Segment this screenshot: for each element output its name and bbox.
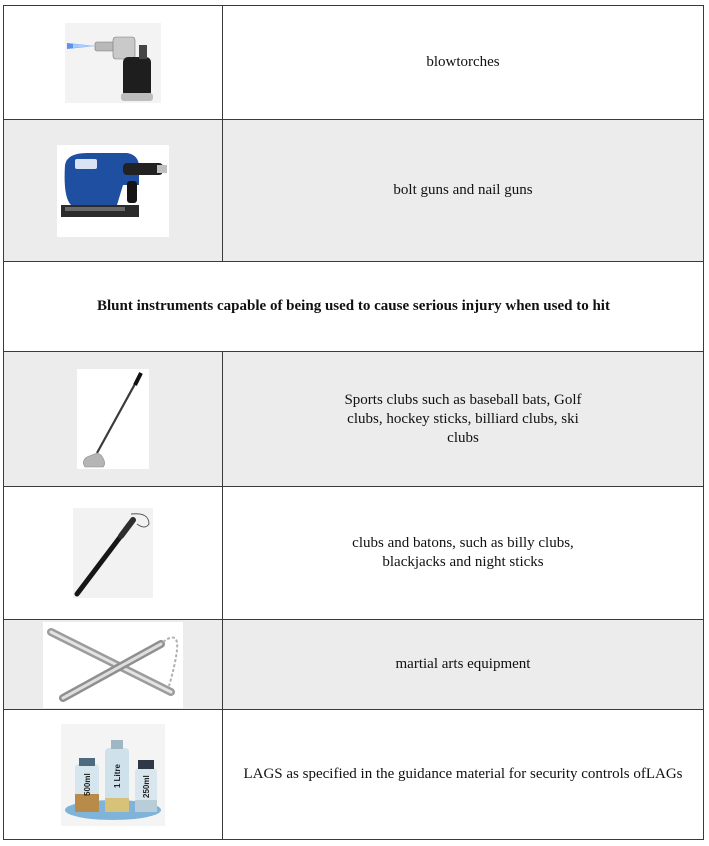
- blowtorch-icon: [65, 23, 161, 103]
- item-text: blowtorches: [426, 54, 500, 70]
- item-description: [223, 620, 704, 710]
- section-heading-row: [4, 262, 704, 352]
- bottle-label: 500ml: [83, 772, 92, 796]
- nunchaku-icon: [43, 622, 183, 708]
- table-row: [4, 6, 704, 120]
- item-text: martial arts equipment: [395, 656, 531, 672]
- item-text: Sports clubs such as baseball bats, Golf clubs, hockey sticks, billiard clubs, ski clubs: [344, 391, 582, 446]
- item-description: [223, 6, 704, 120]
- image-cell: [4, 620, 223, 710]
- image-cell: [4, 6, 223, 120]
- table-row: [4, 620, 704, 710]
- baton-icon: [73, 508, 153, 598]
- item-description: [223, 352, 704, 487]
- golf-club-icon: [77, 369, 149, 469]
- table-row: [4, 120, 704, 262]
- item-description: [223, 710, 704, 840]
- item-description: [223, 120, 704, 262]
- item-text: clubs and batons, such as billy clubs, blackjacks and night sticks: [352, 535, 574, 570]
- image-cell: [4, 710, 223, 840]
- table-row: [4, 352, 704, 487]
- image-cell: [4, 352, 223, 487]
- image-cell: [4, 487, 223, 620]
- nail-gun-icon: [57, 145, 169, 237]
- prohibited-items-table: [3, 5, 704, 840]
- heading-text: Blunt instruments capable of being used to cause serious injury when used to hit: [97, 298, 610, 314]
- section-heading: [4, 262, 704, 352]
- item-text: LAGS as specified in the guidance material for security controls ofLAGs: [243, 766, 683, 782]
- liquid-bottles-icon: [61, 724, 165, 826]
- item-text: bolt guns and nail guns: [393, 182, 533, 198]
- table-row: [4, 710, 704, 840]
- image-cell: [4, 120, 223, 262]
- bottle-label: 1 Litre: [113, 763, 122, 788]
- bottle-label: 250ml: [142, 774, 151, 798]
- table-row: [4, 487, 704, 620]
- item-description: [223, 487, 704, 620]
